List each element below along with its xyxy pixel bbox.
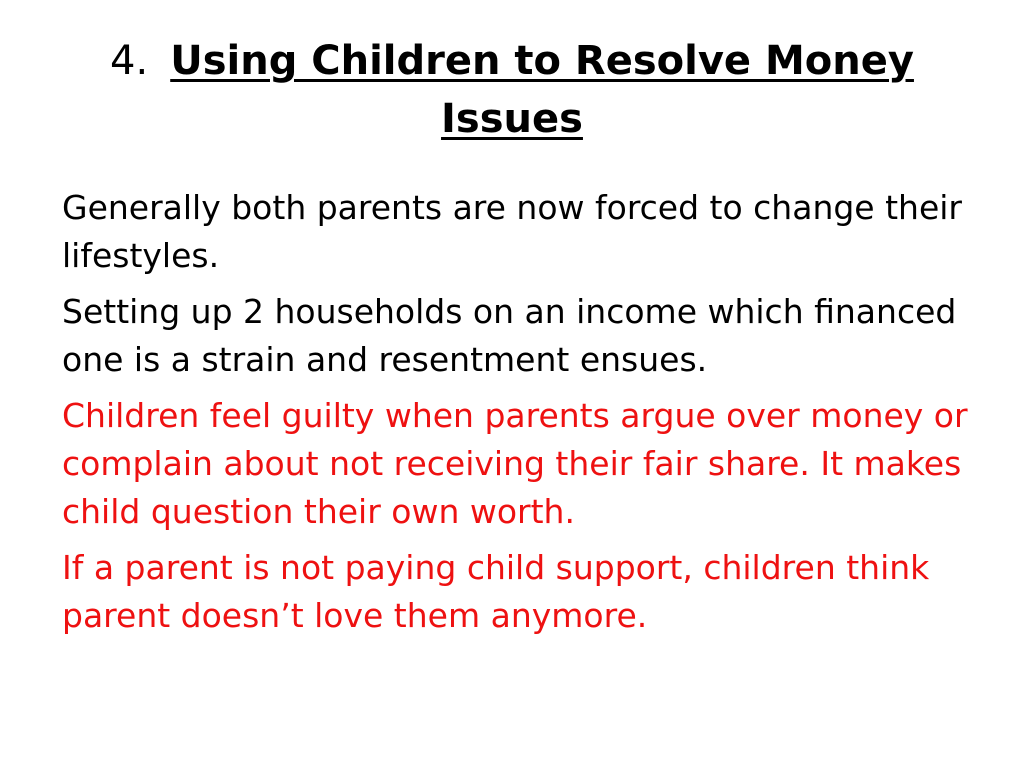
slide-title	[62, 32, 962, 148]
title-heading: Using Children to Resolve Money Issues	[170, 38, 914, 142]
title-number: 4.	[110, 38, 149, 84]
paragraph-lifestyles: Generally both parents are now forced to change their lifestyles.	[62, 188, 962, 275]
paragraph-children-guilty: Children feel guilty when parents argue over money or complain about not receiving their fair share. It makes child question their own worth.	[62, 396, 968, 531]
body-text	[62, 184, 972, 648]
paragraph-child-support: If a parent is not paying child support, children think parent doesn’t love them anymore.	[62, 548, 930, 635]
paragraph-households: Setting up 2 households on an income which financed one is a strain and resentment ensues.	[62, 292, 957, 379]
